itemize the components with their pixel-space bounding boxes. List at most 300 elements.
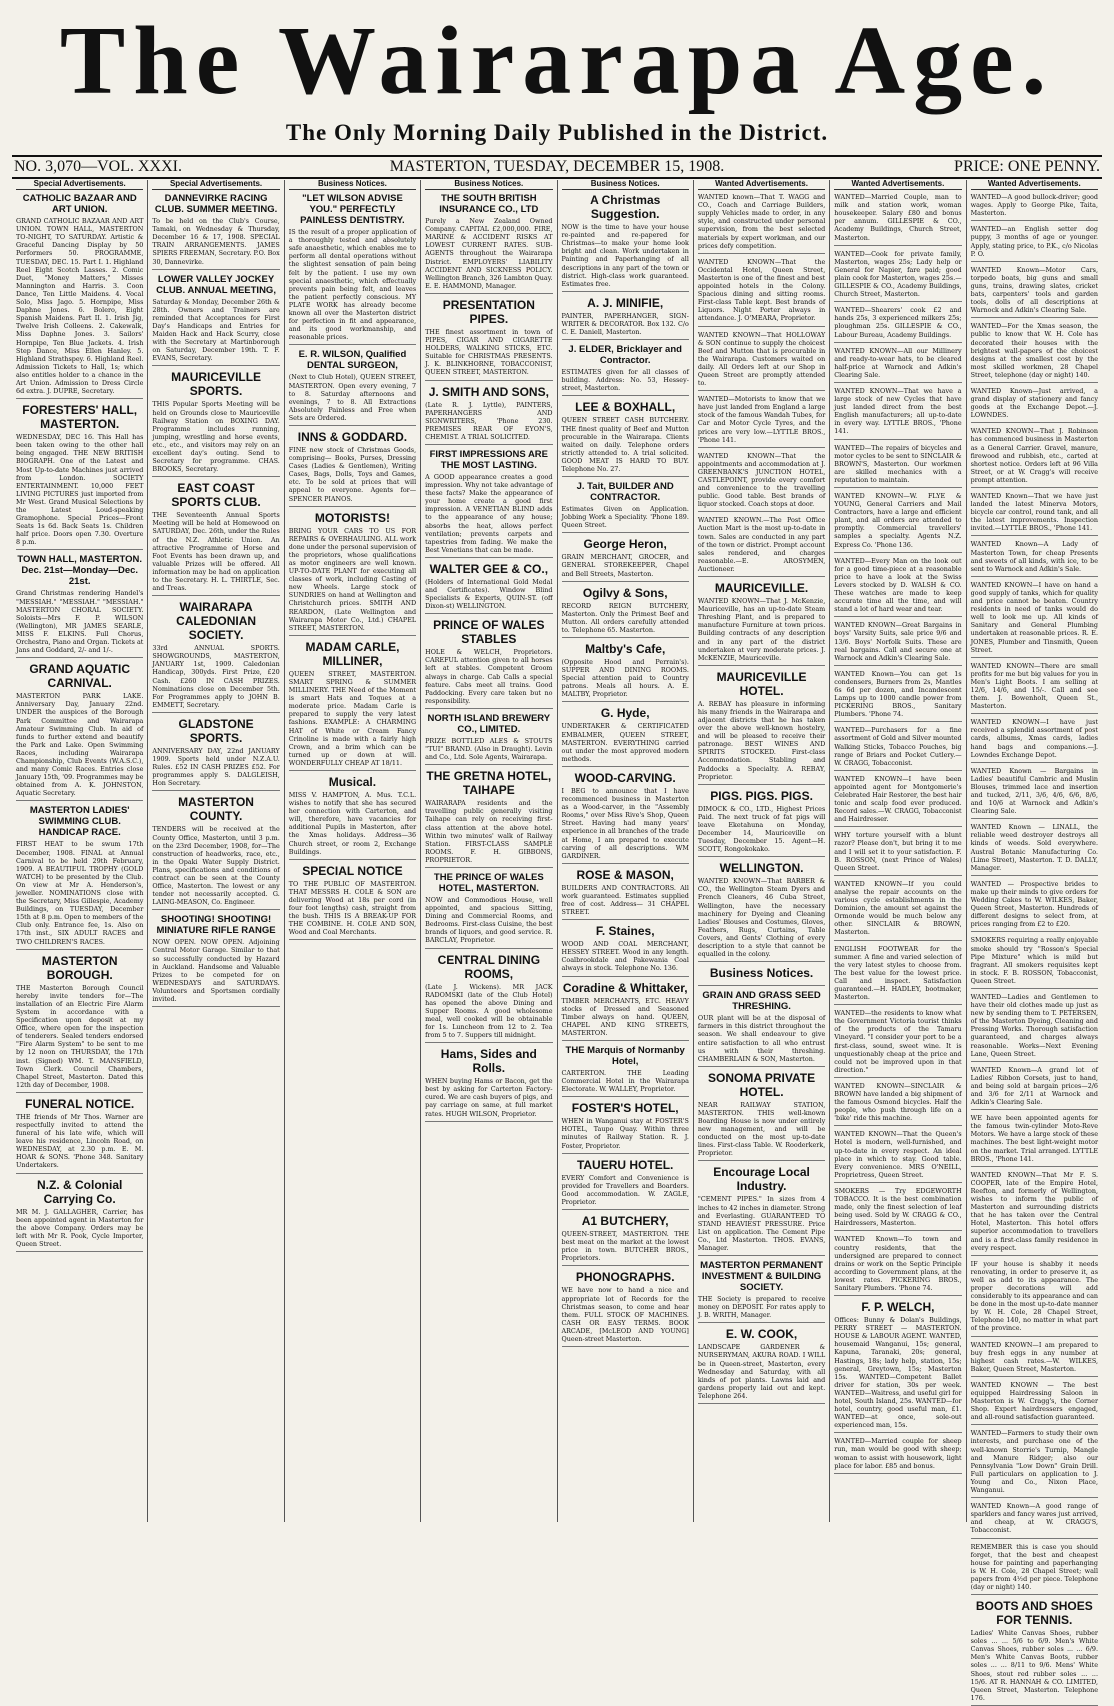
advertisement [425, 385, 552, 445]
advertisement [425, 618, 552, 709]
ad-heading: J. SMITH AND SONS, [428, 384, 549, 399]
column-4 [421, 180, 557, 1522]
advertisement [562, 1045, 689, 1097]
ad-heading: MAURICEVILLE. [714, 581, 809, 596]
advertisement [834, 726, 961, 770]
advertisement [289, 430, 416, 507]
ad-body: TENDERS will be received at the County Office, Masterton, until 3 p.m. on the 23rd December, 1908, for—The construction of headworks, race, etc., in the Opaki Water Supply District. Plans, specifications and conditions of contract can be seen at the County Office, Masterton. The lowest or any tender not necessarily accepted. G. LAING-MEASON, Co. Engineer. [152, 825, 280, 907]
ad-body: EVERY Comfort and Convenience is provided for Travellers and Boarders. Good accommodation. W. ZAGLE, Proprietor. [561, 1173, 689, 1206]
advertisement [971, 1429, 1098, 1498]
ad-body: QUEEN STREET CASH BUTCHERY. THE finest quality of Beef and Mutton procurable in the Wairarapa. Clients waited on daily. Telephone orders strictly attended to. A trial solicited. GOOD MEAT IS HARD TO BUY. Telephone No. 27. [561, 416, 689, 473]
advertisement [834, 250, 961, 303]
ad-heading: PRESENTATION PIPES. [442, 297, 535, 326]
advertisement [562, 481, 689, 533]
advertisement [698, 966, 825, 986]
ad-heading: E. R. WILSON, Qualified DENTAL SURGEON, [298, 349, 407, 372]
ad-body: WANTED known—That T. WAGG and CO., Coach and Carriage Builders, supply Vehicles made to order, in any style, and constructed under personal supervision, from the best selected materials by expert workman, and our prices defy competition. [697, 193, 826, 250]
ad-body: IF your house is shabby it needs renovating, in order to preserve it, as well as add to its appearance. The proper decorations will add considerably to its appearance and can be done in the most up-to-date manner by W. H. Cole, 28 Chapel Street, Telephone 140, no matter in what part of the province. [970, 1259, 1098, 1333]
ad-body: ANNIVERSARY DAY, 22nd JANUARY 1909. Sports held under N.Z.A.U. Rules. £52 IN CASH PRIZES £52. For programmes apply S. DALGLEISH, Hon Secretary. [152, 746, 280, 788]
advertisement [289, 193, 416, 345]
ad-body: Ladies' White Canvas Shoes, rubber soles ... ... 5/6 to 6/9. Men's White Canvas Shoes, rubber soles ... ... 6/9. Men's White Canvas Boots, rubber soles ... ... 8/11 to 9/6. Mens' White Shoes, stout red rubber soles ... ... 15/6. AT R. HANNAH & CO. LIMITED, Queen Street, Masterton. Telephone 176. [970, 1629, 1098, 1702]
advertisement [425, 713, 552, 765]
advertisement [425, 872, 552, 949]
ad-body: ESTIMATES given for all classes of building. Address: No. 53, Hessey-street, Masterton. [561, 368, 689, 393]
ad-heading: Maltby's Cafe, [585, 642, 666, 656]
newspaper-subtitle: The Only Morning Daily Published in the District. [285, 120, 829, 145]
ad-body: WANTED—Married Couple, man to milk and station work, woman housekeeper. Salary £80 and bonus per annum. GILLESPIE & CO., Academy Buildings, Church Street, Masterton. [834, 193, 962, 242]
ad-heading: MOTORISTS! [314, 510, 390, 525]
ad-body: MISS V. HAMPTON, A. Mus. T.C.L. wishes to notify that she has secured her connection with Carterton, and will, therefore, have vacancies for additional Pupils in Masterton, after the Xmas holidays. Address—36 Church street, or room 2, Exchange Buildings. [288, 790, 417, 856]
advertisement [562, 981, 689, 1041]
column-8 [967, 179, 1102, 1702]
column-2 [148, 180, 284, 1522]
advertisement [152, 600, 279, 713]
ad-heading: WOOD-CARVING. [574, 770, 676, 785]
ad-heading: Coradine & Whittaker, [562, 980, 688, 995]
ad-body: UNDERTAKER & CERTIFICATED EMBALMER, QUEEN STREET, MASTERTON. EVERYTHING carried out under the most approved modern methods. [561, 722, 689, 763]
advertisement [152, 370, 279, 477]
advertisement [425, 1047, 552, 1121]
ad-heading: TOWN HALL, MASTERTON. Dec. 21st—Monday—Dec. 21st. [17, 554, 143, 588]
advertisement [834, 347, 961, 383]
advertisement [562, 296, 689, 340]
advertisement [971, 880, 1098, 933]
advertisement [971, 936, 1098, 989]
ad-body: WANTED Known—That we have just landed the latest Minerva Motors, bicycle car control, round tank, and all the latest improvements. Inspection invited.—LYTTLE BROS., 'Phone 141. [970, 492, 1098, 533]
ad-heading: MASTERTON PERMANENT INVESTMENT & BUILDING SOCIETY. [700, 1260, 823, 1294]
ad-heading: MAURICEVILLE HOTEL. [716, 669, 807, 698]
advertisement [425, 953, 552, 1044]
ad-body: WANTED KNOWN—I have on hand a good supply of tanks, which for quality and price cannot be beaten. Country residents in need of tanks would do well to look me up. All kinds of Sanitary and General Plumbing undertaken at reasonable prices. R. E. JONES, Plumber and Tinsmith, Queen Street. [970, 580, 1098, 654]
ad-body: WANTED KNOWN—That HOLLOWAY & SON continue to supply the choicest Beef and Mutton that is procurable in the Wairarapa. Customers waited on daily. All Orders left at our Shop in Queen Street are promptly attended to. [697, 330, 826, 388]
ad-body: WE have now to hand a nice and appropriate lot of Records for the Christmas season, to come and hear them. FULL STOCK OF MACHINES. CASH OR EASY TERMS. BOOK ARCADE, [McLEOD AND YOUNG] Queen-street Masterton. [561, 1286, 689, 1343]
ad-body: Purely a New Zealand Owned Company. CAPITAL £2,000,000. FIRE, MARINE & ACCIDENT RISKS AT LOWEST CURRENT RATES. SUB-AGENTS throughout the Wairarapa District. EMPLOYERS' LIABILITY ACCIDENT AND SICKNESS POLICY. Wellington Branch, 326 Lambton Quay. E. E. HAMMOND, Manager. [425, 217, 553, 290]
advertisement [834, 1130, 961, 1183]
advertisement [834, 492, 961, 553]
advertisement [834, 306, 961, 342]
advertisement [152, 717, 279, 791]
advertisement [152, 193, 279, 270]
advertisement [834, 1300, 961, 1433]
advertisement [562, 1158, 689, 1210]
advertisement [152, 481, 279, 596]
ad-body: WANTED KNOWN—I have just received a splendid assortment of post cards, albums, Xmas cards, ladies hand bags and companions.—J. Lowndes Exchange Depot. [970, 718, 1098, 759]
advertisement [698, 1071, 825, 1162]
ad-body: WANTED Known—A Lady of Masterton Town, for cheap Presents and sweets of all kinds, with ice, to be sent to Warnock and Adkin's Sale. [970, 540, 1098, 573]
dateline [12, 155, 1102, 179]
ad-body: WANTED—Motorists to know that we have just landed from England a large stock of the famous Wandah Tubes, for Car and Motor Cycle Tyres, and the prices are very low.—LYTTLE BROS., 'Phone 141. [697, 395, 826, 444]
ad-body: WANTED — Prospective brides to make up their minds to give orders for Wedding Cakes to W. WILKES, Baker, Queen Street, Masterton. Hundreds of different designs to select from, at prices ranging from £2 to £20. [970, 879, 1098, 929]
ad-body: WANTED KNOWN.—The Post Office Auction Mart is the most up-to-date in town. Sales are conducted in any part of the town or district. Prompt account sales rendered, and charges reasonable.—E. AROSYMEN, Auctioneer. [697, 516, 826, 573]
ad-heading: F. P. WELCH, [861, 1300, 935, 1315]
ad-body: WANTED KNOWN—That J. Robinson has commenced business in Masterton as a General Carrier. Gravel, manure, firewood and rubbish, etc., carted at shortest notice. Orders left at 96 Villa Street, or at W. Cragg's will receive prompt attention. [970, 427, 1098, 484]
advertisement [971, 1171, 1098, 1256]
ad-heading: A Christmas Suggestion. [590, 193, 661, 222]
advertisement [698, 258, 825, 327]
advertisement [834, 775, 961, 828]
advertisement [562, 771, 689, 864]
advertisement [971, 1066, 1098, 1110]
ad-heading: BOOTS AND SHOES FOR TENNIS. [975, 1599, 1093, 1628]
ad-heading: WAIRARAPA CALEDONIAN SOCIETY. [176, 600, 257, 643]
ad-heading: LEE & BOXHALL, [575, 400, 676, 415]
column-header: Business Notices. [425, 180, 552, 190]
ad-body: THE Masterton Borough Council hereby invite tenders for—The installation of an Electric Fire Alarm System in accordance with a Specification upon deposit at my Office, where open for the inspection of tenderers. Sealed tenders endorsed "Fire Alarm System" to be sent to me by 12 noon on THURSDAY, the 17th inst. (Signed) WM. T. MANSFIELD, Town Clerk. Council Chambers, Chapel Street, Masterton. Dated this 12th day of December, 1908. [16, 983, 144, 1089]
column-1 [12, 180, 148, 1522]
advertisement [971, 1599, 1098, 1706]
ad-heading: GRAIN AND GRASS SEED THRESHING. [702, 990, 821, 1013]
advertisement [16, 403, 143, 550]
advertisement [698, 670, 825, 785]
ad-body: CARTERTON. THE Leading Commercial Hotel in the Wairarapa Electorate. W. WALLEY, Proprietor. [561, 1069, 689, 1094]
ad-body: NOW and Commodious House, well appointed, and spacious Sitting, Dining and Commercial Rooms, and Bedrooms. First-class Cuisine, the best brands of liquors, and good service. R. BARCLAY, Proprietor. [425, 895, 553, 945]
ad-body: THE finest assortment in town of PIPES, CIGAR AND CIGARETTE HOLDERS, WALKING STICKS, ETC. Suitable for CHRISTMAS PRESENTS. J. K. BLINKHORNE, TOBACCONIST, QUEEN STREET, MASTERTON. [425, 327, 553, 377]
ad-body: WANTED Known—Motor Cars, torpedo boats, big guns and small guns, trains, drawing slates, cricket bats, carpenters' tools and garden tools, dolls of all descriptions at Warnock and Adkin's Clearing Sale. [970, 265, 1098, 315]
advertisement [562, 400, 689, 477]
ad-body: HOLE & WELCH, Proprietors. CAREFUL attention given to all horses left at stables. Competent Groom always in charge. Cab Calls a special feature. Cabs meet all trains. Good Paddocking. Every care taken but no responsibility. [425, 648, 553, 705]
advertisement [562, 586, 689, 638]
advertisement [562, 1101, 689, 1153]
ad-heading: MASTERTON LADIES' SWIMMING CLUB. HANDICAP RACE. [29, 805, 130, 839]
ad-heading: G. Hyde, [600, 706, 650, 721]
ad-heading: Musical. [328, 774, 377, 789]
ad-heading: WALTER GEE & CO., [429, 561, 549, 576]
ad-heading: F. Staines, [595, 924, 655, 939]
ad-body: QUEEN STREET, MASTERTON. SMART SPRING & SUMMER MILLINERY. THE Need of the Moment is smart Hats and Toques at a moderate price. Madam Carle is prepared to supply the very latest fashions. EXAMPLE: A CHARMING HAT of White or Cream Fancy Crinoline is made with a fairly high Crown, and a brim which can be turned up or down at will. WONDERFULLY CHEAP AT 18/11. [288, 669, 417, 767]
column-7 [830, 180, 966, 1522]
ad-heading: EAST COAST SPORTS CLUB. [171, 481, 261, 510]
ad-body: Estimates Given on Application. Jobbing Work a Speciality. 'Phone 189. Queen Street. [561, 505, 689, 530]
ad-body: TIMBER MERCHANTS, ETC. HEAVY stocks of Dressed and Seasoned Timber always on hand. QUEEN, CHAPEL AND KING STREETS, MASTERTON. [561, 996, 689, 1037]
ad-heading: George Heron, [583, 537, 667, 552]
ad-body: GRAND CATHOLIC BAZAAR AND ART UNION. TOWN HALL, MASTERTON TO-NIGHT, TO SATURDAY. Artistic & Graceful Dancing Display by 50 Performers 50. PROGRAMME, TUESDAY, DEC. 15. Part I. 1. Highland Reel Eight Scotch Lasses. 2. Comic Duet, "Money Matters," Misses Mannington and Harris. 3. Coon Dance, Ten Little Maidens. 4. Vocal Solo, Miss Jago. 5. Hornpipe, Miss Daphne Jones. 6. Bolero, Eight Spanish Maidens. Part II. 1. Irish Jig, Twelve Irish Colleens. 2. Cakewalk, Miss Daphne Jones. 3. Sailors' Hornpipe, Ten Blue Jackets. 4. Irish Step Dance, Miss Ellen Hanley. 5. Highland Strathspey. 6. Highland Reel. Admission Tickets to Hall, 1s; which also entitles holder to a chance in the Art Union. Admission to Dress Circle 6d extra. J. DUPRE, Secretary. [16, 217, 144, 396]
ad-body: THIS Popular Sports Meeting will be held on Grounds close to Mauriceville Railway Station on BOXING DAY. Programme includes running, jumping, wrestling and horse events, etc., etc., and visitors may rely on an excellent day's outing. Send to Secretary for programme. CHAS. BROOKS, Secretary. [152, 400, 280, 474]
ad-body: WANTED Known—A good range of sparklers and fancy wares just arrived, and cheap, at W. CRAGG'S, Tobacconist. [970, 1502, 1098, 1535]
advertisement [16, 805, 143, 949]
advertisement [152, 795, 279, 910]
ad-heading: THE Marquis of Normanby Hotel, [565, 1045, 685, 1067]
advertisement [698, 861, 825, 962]
ad-body: WANTED—Every Man on the look out for a good time-piece at a reasonable price to have a look at the Swiss Levers stocked by D. WALSH & CO. These watches are made to keep accurate time all the time, and will stand a lot of hard wear and tear. [834, 556, 962, 614]
advertisement [152, 914, 279, 1007]
advertisement [562, 1214, 689, 1266]
advertisement [971, 662, 1098, 715]
advertisement [971, 387, 1098, 423]
ad-heading: NORTH ISLAND BREWERY CO., LIMITED. [427, 712, 551, 735]
ad-heading: MADAM CARLE, MILLINER, [305, 639, 400, 668]
advertisement [698, 395, 825, 448]
advertisement [834, 831, 961, 875]
column-5 [558, 180, 694, 1522]
ad-heading: PHONOGRAPHS. [575, 1270, 675, 1285]
ad-heading: LOWER VALLEY JOCKEY CLUB. ANNUAL MEETING, [156, 273, 276, 296]
ad-body: TO THE PUBLIC OF MASTERTON. THAT MESSRS H. COLE & SON are delivering Wood at 18s per cord (in four foot lengths) cash, straight from the bush. THIS IS A BREAK-UP FOR THE COMBINE. H. COLE AND SON, Wood and Coal Merchants. [288, 879, 417, 937]
column-header: Special Advertisements. [16, 180, 143, 190]
advertisement [289, 511, 416, 636]
advertisement [152, 274, 279, 367]
ad-body: WANTED—Married couple for sheep run, man would be good with sheep; woman to assist with housework, light place for labor. £85 and bonus. [834, 1437, 962, 1470]
ad-body: BUILDERS AND CONTRACTORS. All work guaranteed. Estimates supplied free of cost. Address— 31 CHAPEL STREET. [561, 883, 689, 917]
advertisement [698, 452, 825, 513]
ad-body: GRAIN MERCHANT, GROCER, and GENERAL STOREKEEPER, Chapel and Bell Streets, Masterton. [561, 553, 689, 578]
ad-body: WANTED KNOWN—Great Bargains in boys' Varsity Suits, sale price 9/6 and 13/6. Boys' Norfolk Suits. These are real bargains. Call and secure one at Warnock and Adkin's Clearing Sale. [834, 621, 962, 662]
advertisement [16, 662, 143, 801]
advertisement [562, 868, 689, 920]
ad-body: (Late J. Wickens). MR JACK RADOMSKI (late of the Club Hotel) has opened the above Dining and Supper Rooms. A good wholesome meal, well cooked will be obtainable for 1s. Luncheon from 12 to 2. Tea from 5 to 7. Suppers till midnight. [425, 982, 553, 1040]
ad-heading: FUNERAL NOTICE. [25, 1096, 135, 1111]
ad-body: THE friends of Mr Thos. Warner are respectfully invited to attend the funeral of his late wife, which will leave his residence, Lincoln Road, on WEDNESDAY, at 2.30 p.m. E. M. HOAR & SONS. 'Phone 348. Sanitary Undertakers. [16, 1112, 144, 1170]
advertisement [562, 344, 689, 396]
ad-body: WANTED—Purchasers for a fine assortment of Gold and Silver mounted Walking Sticks, Tobacco Pouches, big range of Briars and Pocket Cutlery.—W. CRAGG, Tobacconist. [834, 726, 962, 767]
column-header: Business Notices. [289, 180, 416, 190]
ad-body: IS the result of a proper application of a thoroughly tested and absolutely safe anaesthetic, which enables me to perform all dental operations without the slightest sensation of pain being felt by the patient. I use my own special anaesthetic, which effectually prevents pain being felt, and leaves the patient perfectly conscious. MY PLATE WORK has already become known all over the Masterton district for perfection in fit and appearance, and its good workmanship, and reasonable prices. [288, 228, 417, 342]
column-header: Wanted Advertisements. [698, 180, 825, 190]
ad-heading: J. Tait, BUILDER AND CONTRACTOR. [576, 481, 674, 504]
columns [12, 179, 1102, 1702]
ad-body: ENGLISH FOOTWEAR for the summer. A fine and varied selection of the very latest styles to choose from. The best value for the lowest price. Call and inspect. Satisfaction guaranteed.—H. HADLEY, bootmaker, Masterton. [834, 944, 962, 1002]
ad-heading: MAURICEVILLE SPORTS. [171, 370, 262, 399]
ad-body: Grand Christmas rendering Handel's "MESSIAH." "MESSIAH." "MESSIAH." MASTERTON CHORAL SOCIETY. Soloists—Mrs F. P. WILSON (Wellington), MR JAMES SEARLE, MISS F. ELKINS. Full Chorus, Orchestra, Piano and Organ. Tickets at Jans and Goddard, 2/- and 1/-. [16, 589, 144, 655]
ad-body: (Next to Club Hotel), QUEEN STREET, MASTERTON. Open every evening, 7 to 8. Saturday afternoons and evenings, 7 to 8. All Extractions Absolutely Painless and Free when Sets are Ordered. [288, 373, 417, 422]
ad-body: WANTED KNOWN—If you could analyse the repair accounts on the various cycle establishments in the Dominion, the amount set against the Ormonde would be much below any other. SINCLAIR & BROWN, Masterton. [834, 879, 962, 937]
ad-body: WANTED—Ladies and Gentlemen to have their old clothes made up just as new by sending them to T. PETERSEN, of the Masterton Dyeing, Cleaning and Pressing Works. Thorough satisfaction guaranteed, and charges always reasonable. Works—Next Evening Lane, Queen Street. [970, 992, 1098, 1058]
advertisement [698, 789, 825, 858]
advertisement [562, 642, 689, 702]
advertisement [834, 621, 961, 665]
ad-body: MASTERTON PARK LAKE. Anniversary Day, January 22nd. UNDER the auspices of the Borough Park Committee and Wairarapa Amateur Swimming Club. In aid of funds to further extend and beautify the Park and Lake. Open Swimming Races, including Wairarapa Championship, Club Events (W.A.S.C.), and many Comic Races. Entries close January 15th, '09. Programmes may be obtained from A. K. JOHNSTON, Aquatic Secretary. [16, 692, 144, 798]
advertisement [562, 537, 689, 581]
ad-body: To be held on the Club's Course, Tamaki, on Wednesday & Thursday, December 16 & 17, 1908. SPECIAL TRAIN ARRANGEMENTS. JAMES SPIERS FREEMAN, Secretary. P.O. Box 30, Dannevirke. [152, 217, 280, 266]
advertisement [971, 427, 1098, 488]
ad-body: 33rd ANNUAL SPORTS. SHOWGROUNDS, MASTERTON, JANUARY 1st, 1909. Caledonian Handicap, 300yds. First Prize, £20 Cash. £260 IN CASH PRIZES. Nominations close on December 5th. For Programmes apply to JOHN B. EMMETT, Secretary. [152, 644, 280, 709]
advertisement [16, 954, 143, 1093]
newspaper-title: The Wairarapa Age. [59, 7, 1055, 115]
ad-body: WANTED KNOWN—I am prepared to buy fresh eggs in any number at highest cash rates.—W. WILKES, Baker, Queen Street, Masterton. [970, 1340, 1098, 1373]
ad-body: "CEMENT PIPES." In sizes from 4 inches to 42 inches in diameter. Strong and Everlasting. GUARANTEED TO STAND HEAVIEST PRESSURE. Price List on application. The Cement Pipe Co., Ltd Masterton. THOS. EVANS, Manager. [697, 1195, 826, 1252]
ad-heading: THE GRETNA HOTEL, TAIHAPE [426, 769, 552, 798]
advertisement [834, 1009, 961, 1078]
ad-body: REMEMBER this is case you should forget, that the best and cheapest house for painting and paperhanging is W. H. Cole, 28 Chapel Street; wall papers from 4½d per piece. Telephone (day or night) 140. [970, 1542, 1098, 1591]
ad-body: OUR plant will be at the disposal of farmers in this district throughout the season. We shall endeavour to give entire satisfaction to all who entrust us with their threshing. CHAMBERLAIN & SON, Masterton. [697, 1014, 826, 1063]
advertisement [425, 449, 552, 558]
ad-heading: SONOMA PRIVATE HOTEL. [708, 1070, 816, 1099]
ad-body: WANTED Known—You can get 1s condensers, Burners from 2s, Mantles 6s 6d per dozen, and Incandescent Lamps up to 1000 candle power from PICKERING BROS., Sanitary Plumbers. 'Phone 74. [834, 669, 962, 719]
ad-body: MR M. J. GALLAGHER, Carrier, has been appointed agent in Masterton for the above Company. Orders may be left with Mr R. Pook, Cycle Importer, Queen Street. [16, 1207, 144, 1248]
advertisement [289, 775, 416, 860]
ad-heading: A1 BUTCHERY, [581, 1214, 669, 1229]
advertisement [971, 225, 1098, 261]
advertisement [834, 1187, 961, 1231]
advertisement [971, 1381, 1098, 1425]
column-3 [285, 180, 421, 1522]
advertisement [425, 562, 552, 614]
advertisement [698, 581, 825, 666]
column-header: Wanted Advertisements. [971, 180, 1098, 190]
ad-body: WANTED—an English setter dog puppy, 3 months of age or younger. Apply, stating price, to P.K., c/o Nicolas P. O. [970, 225, 1098, 258]
ad-body: WANTED KNOWN—That Mr F. S. COOPER, late of the Empire Hotel, Reefton, and formerly of Wellington, wishes to inform the public of Masterton and surrounding districts that he has taken over the Central Hotel, Masterton. This hotel offers superior accommodation to travellers and is a first-class family residence in every respect. [970, 1170, 1098, 1252]
ad-heading: N.Z. & Colonial Carrying Co. [37, 1177, 123, 1206]
advertisement [971, 1341, 1098, 1377]
ad-body: LANDSCAPE GARDENER & NURSERYMAN, AKURA ROAD. I WILL be in Queen-street, Masterton, every Wednesday and Saturday, with all kinds of pot plants. Lawns laid and gardens properly laid out and kept. Telephone 264. [697, 1343, 826, 1400]
issue-number: NO. 3,070—VOL. XXXI. [14, 158, 182, 175]
ad-heading: THE PRINCE OF WALES HOTEL, MASTERTON. [433, 871, 544, 894]
ad-body: SMOKERS — Try EDGEWORTH TOBACCO. It is the best combination made, only the finest selection of leaf being used. Sold by W. CRAGG & CO., Hairdressers, Masterton. [834, 1186, 962, 1228]
advertisement [16, 1097, 143, 1174]
advertisement [971, 993, 1098, 1062]
ad-heading: GLADSTONE SPORTS. [178, 716, 254, 745]
ad-body: WANTED Known—To town and country residents, that the undersigned are prepared to connect drains or work on the Septic Principle according to Government plans, at the lowest rates. PICKERING BROS., Sanitary Plumbers. 'Phone 74. [834, 1235, 962, 1292]
ad-body: (Late R. J. Lyttle), PAINTERS, PAPERHANGERS AND SIGNWRITERS, 'Phone 230. PREMISES REAR OF EYON'S, CHEMIST. A TRIAL SOLICITED. [425, 400, 553, 441]
advertisement [834, 945, 961, 1006]
ad-body: WEDNESDAY, DEC 16. This Hall has been taken owing to the other hall being engaged. THE NEW BRITISH BIOGRAPH. One of the Latest and Most Up-to-date Machines just arrived from London. SOCIETY ENTERTAINMENT. 10,000 FEET LIVING PICTURES just imported from Mr West. Grand Musical Selections by the Latest Loud-speaking Gramophone. Special Prices—Front Seats 1s 6d. Back Seats 1s. Children half price. Doors open 7.30. Overture 8 p.m. [16, 433, 144, 547]
advertisement [971, 193, 1098, 221]
ad-body: NEAR RAILWAY STATION, MASTERTON. THIS well-known Boarding House is now under entirely new management, and will be conducted on the most up-to-date lines. First-class Table. W. Rooderkerk, Proprietor. [697, 1100, 826, 1158]
ad-body: WANTED—For the Xmas season, the public to know that W. H. Cole has decorated their houses with the brightest wall-papers of the choicest designs at the smallest cost by the most skilled workmen, 28 Chapel Street, telephone (day or night) 140. [970, 322, 1098, 379]
advertisement [562, 706, 689, 766]
ad-body: WANTED Known—A grand lot of Ladies' Ribbon Corsets, just to hand, and being sold at bargain prices—2/6 and 3/6 for 2/11 at Warnock and Adkin's Clearing Sale. [970, 1065, 1098, 1107]
ad-body: THE Society is prepared to receive money on DEPOSIT. For rates apply to J. B. WRITH, Manager. [697, 1295, 826, 1320]
column-header: Wanted Advertisements. [834, 180, 961, 190]
ad-body: WANTED—Farmers to study their own interests, and purchase one of the well-known Storrie's Turnip, Mangle and Manure Ridger; also our Pennsylvania "Low Down" Grain Drill. Full particulars on application to J. Young and Co., Nixon Place, Wanganui. [970, 1429, 1098, 1495]
advertisement [16, 1178, 143, 1252]
ad-body: WANTED—The repairs of bicycles and motor cycles to be sent to SINCLAIR & BROWN'S, Masterton. Our workmen are skilled mechanics with a reputation to maintain. [834, 443, 962, 484]
ad-body: (Holders of International Gold Medal and Certificates). Window Blind Specialists & Experts, QUIN-ST. (off Dixon-st) WELLINGTON. [425, 577, 553, 611]
ad-heading: DANNEVIRKE RACING CLUB. SUMMER MEETING. [154, 193, 278, 216]
ad-body: Saturday & Monday, December 26th & 28th. Owners and Trainers are reminded that Acceptances for First Day's Handicaps and Entries for Maiden Hack and Hack Scurry, close with the Secretary at Martinborough on Saturday, December 19th. T. F. EVANS, Secretary. [152, 297, 280, 363]
advertisement [971, 1114, 1098, 1167]
ad-heading: ROSE & MASON, [576, 867, 674, 882]
advertisement [834, 193, 961, 246]
masthead [0, 0, 1114, 150]
ad-heading: Business Notices. [709, 966, 814, 981]
ad-heading: E. W. COOK, [725, 1327, 798, 1342]
column-header: Special Advertisements. [152, 180, 279, 190]
column-header: Business Notices. [562, 180, 689, 190]
ad-heading: FORESTERS' HALL, MASTERTON. [22, 403, 138, 432]
ad-heading: Hams, Sides and Rolls. [440, 1047, 537, 1076]
ad-body: RECORD REIGN BUTCHERY, Masterton. Only the Primest Beef and Mutton. All orders carefully attended to. Telephone 65. Masterton. [561, 601, 689, 634]
advertisement [425, 193, 552, 294]
ad-body: WANTED Known—Just arrived, a grand display of stationery and fancy goods at the Exchange Depot.—J. LOWNDES. [970, 386, 1098, 420]
ad-body: BRING YOUR CARS TO US FOR REPAIRS & OVERHAULING. ALL work done under the personal supervision of the proprietors, whose qualifications as motor engineers are well known. UP-TO-DATE PLANT for executing all classes of work, including Casting of new Wheels. Large stock of SUNDRIES on hand at Wellington and Christchurch prices. SMITH AND REARDON, (Late Wellington and Wairarapa Motor Co., Ltd.) CHAPEL STREET, MASTERTON. [288, 526, 417, 632]
ad-body: WAIRARAPA residents and the travelling public generally visiting Taihape can rely on receiving first-class attention at the above hotel. Within two minutes' walk of Railway Station. FIRST-CLASS SAMPLE ROOMS. F. H. GIBBONS, PROPRIETOR. [425, 799, 553, 864]
ad-body: QUEEN-STREET, MASTERTON. THE best meat on the market at the lowest price in town. BUTCHER BROS., Proprietors. [561, 1230, 689, 1263]
advertisement [834, 1082, 961, 1126]
advertisement [698, 516, 825, 577]
price: PRICE: ONE PENNY. [954, 158, 1100, 175]
ad-heading: "LET WILSON ADVISE YOU." PERFECTLY PAINLESS DENTISTRY. [300, 193, 405, 227]
ad-heading: J. ELDER, Bricklayer and Contractor. [568, 344, 682, 367]
ad-body: WANTED KNOWN—That the appointments and accommodation at J. GREENBANK'S JUNCTION HOTEL, CASTLEPOINT, provide every comfort and convenience to the travelling public. Good table. Best brands of liquor stocked. Coach stops at door. [697, 451, 826, 509]
ad-body: I BEG to announce that I have recommenced business in Masterton as a Wood-carver, in the "Assembly Rooms," over Miss Rive's Shop, Queen Street. Having had many years' experience in all branches of the trade at Home, I am prepared to execute carving of all descriptions. WM GARDINER. [561, 786, 689, 860]
ad-body: WANTED Known — Bargains in Ladies' beautiful Cambric and Muslin Blouses, trimmed lace and insertion and tucked, 2/11, 3/6, 4/6, 6/6, 8/6, and 10/6 at Warnock and Adkin's Clearing Sale. [970, 766, 1098, 816]
advertisement [971, 540, 1098, 576]
ad-body: WHY torture yourself with a blunt razor? Please don't, but bring it to me and I will set it to your satisfaction. F. B. ROSSON, (next Prince of Wales) Queen Street. [834, 831, 962, 872]
ad-heading: PRINCE OF WALES STABLES [433, 618, 545, 647]
advertisement [698, 1260, 825, 1323]
advertisement [971, 1260, 1098, 1337]
ad-heading: WELLINGTON. [719, 861, 804, 876]
advertisement [971, 581, 1098, 658]
advertisement [698, 193, 825, 254]
ad-heading: THE SOUTH BRITISH INSURANCE CO., LTD [439, 193, 539, 216]
ad-body: WANTED—Cook for private family, Masterton, wages 25s; Lady help or General for Napier, fare paid; good plain cook for Masterton, wages 25s.—GILLESPIE & CO., Academy Buildings, Church Street, Masterton. [834, 249, 962, 299]
advertisement [971, 767, 1098, 820]
advertisement [971, 1502, 1098, 1538]
ad-heading: GRAND AQUATIC CARNIVAL. [29, 662, 131, 691]
advertisement [834, 387, 961, 440]
advertisement [834, 670, 961, 723]
ad-body: WANTED KNOWN—That J. McKenzie, Mauriceville, has an up-to-date Steam Threshing Plant, and is prepared to manufacture Furniture at town prices. Building contracts of any description and in any part of the district undertaken at very moderate prices. J. McKENZIE, Mauriceville. [697, 597, 826, 662]
ad-heading: CENTRAL DINING ROOMS, [437, 952, 541, 981]
advertisement [425, 769, 552, 868]
advertisement [834, 557, 961, 618]
advertisement [562, 193, 689, 292]
ad-body: (Opposite Hood and Perrain's). SUPPER AND DINING ROOMS. Special attention paid to Country patrons. Meals all hours. A. E. MALTBY, Proprietor. [561, 658, 689, 699]
ad-body: WANTED—Shearers' cook £2 and hands 25s, 3 experienced milkers 25s; ploughman 25s. GILLESPIE & CO., Labour Bureau, Academy Buildings. [834, 306, 962, 339]
ad-body: NOW is the time to have your house re-painted and re-papered for Christmas—to make your home look bright and clean. Work undertaken in Painting and Paperhanging of all descriptions in any part of the town or district. High-class work guaranteed. Estimates free. [561, 223, 689, 288]
ad-heading: SPECIAL NOTICE [302, 863, 403, 878]
advertisement [971, 1543, 1098, 1596]
ad-body: WANTED KNOWN—I have been appointed agent for Montgomerie's Celebrated Hair Restorer, the best hair tonic and scalp food ever produced. Record sales.—W. CRAGG, Tobacconist and Hairdresser. [834, 774, 962, 824]
advertisement [289, 864, 416, 941]
advertisement [698, 331, 825, 392]
ad-heading: PIGS. PIGS. PIGS. [710, 788, 813, 803]
advertisement [834, 444, 961, 488]
advertisement [16, 193, 143, 399]
ad-body: WHEN buying Hams or Bacon, get the best by asking for Carterton Factory-cured. We are cash buyers of pigs, and pay carriage on same, at full market rates. HUGH WILSON, Proprietor. [425, 1077, 553, 1118]
advertisement [16, 554, 143, 658]
ad-body: WOOD AND COAL MERCHANT, HESSEY STREET. Wood in any length. Coalbrookdale and Pakewania Coal always in stock. Telephone No. 136. [561, 940, 689, 973]
ad-heading: TAUERU HOTEL. [576, 1157, 674, 1172]
ad-body: WANTED KNOWN—That the Occidental Hotel, Queen Street, Masterton is one of the finest and best appointed hotels in the Colony. Spacious dining and sitting rooms. First-class Table kept. Best brands of Liquors. Night Porter always in attendance. J. O'MEARA, Proprietor. [697, 257, 826, 323]
ad-body: WANTED KNOWN — The best equipped Hairdressing Saloon in Masterton is W. Cragg's, the Corner Shop. Expert hairdressers engaged, and all-round satisfaction guaranteed. [970, 1380, 1098, 1422]
ad-heading: Ogilvy & Sons, [582, 585, 668, 600]
advertisement [698, 1327, 825, 1404]
ad-body: Offices: Bunny & Dolan's Buildings, PERRY STREET — MASTERTON. HOUSE & LABOUR AGENT. WANTED, housemaid Wanganui, 15s; general, Kapuna, Taranaki, 20s; general, Hastings, 18s; lady help, station, 15s; general, Greytown, 15s; Masterton 15s. WANTED—Competent Ballet driver for station, 30s per week. WANTED—Waitress, and useful girl for hotel, South Island, 25s. WANTED—for hotel, country, good useful man, £1. WANTED—at once, sole-out experienced man, 15s. [834, 1316, 962, 1430]
ad-body: DIMOCK & CO., LTD., Highest Prices Paid. The next truck of fat pigs will leave Eketahuna on Monday, December 14, Mauriceville on Tuesday, December 15. Agent—H. SCOTT, Rongokokako. [697, 804, 826, 854]
ad-body: WHEN in Wanganui stay at FOSTER'S HOTEL, Taupo Quay. Within three minutes of Railway Station. R. J. Foster, Proprietor. [561, 1117, 689, 1150]
ad-heading: INNS & GODDARD. [297, 429, 408, 444]
ad-body: FINE new stock of Christmas Goods, comprising— Books, Purses, Dressing Cases (Ladies & Gentlemen), Writing Cases, Bags, Dolls, Toys and Games, etc. To be sold at prices that will appeal to everyone. Agents for— SPENCER PIANOS. [288, 445, 417, 503]
ad-body: PAINTER, PAPERHANGER, SIGN-WRITER & DECORATOR. Box 132. C/o C. E. Daniell, Masterton. [561, 311, 689, 337]
advertisement [971, 492, 1098, 536]
place-date: MASTERTON, TUESDAY, DECEMBER 15, 1908. [389, 158, 725, 175]
column-6 [694, 180, 830, 1522]
ad-body: WANTED KNOWN—That BARBER & CO., the Wellington Steam Dyers and French Cleaners, 46 Cuba Street, Wellington, have the necessary machinery for Dyeing and Cleaning Ladies' Blouses and Costumes, Gloves, Feathers, Rugs, Curtains, Table Covers, and Gents' Clothing of every description to a style that cannot be equalled in the colony. [697, 877, 826, 959]
advertisement [562, 1270, 689, 1347]
ad-body: THE Seventeenth Annual Sports Meeting will be held at Homewood on SATURDAY, Dec. 26th, under the Rules of the N.Z. Athletic Union. An attractive Programme of Horse and Foot Events has been drawn up, and valuable Prizes will be offered. All information may be had on application to the Secretary. H. L. THIRTLE, Sec. and Treas. [152, 511, 280, 593]
ad-heading: A. J. MINIFIE, [587, 295, 664, 310]
ad-body: WANTED KNOWN—SINCLAIR & BROWN have landed a big shipment of the famous Osmond bicycles. Half the people, who push through life on a 'bike' ride this machine. [834, 1081, 962, 1123]
advertisement [698, 1165, 825, 1256]
advertisement [971, 266, 1098, 319]
ad-heading: CATHOLIC BAZAAR AND ART UNION. [22, 193, 137, 216]
ad-body: A. REBAY has pleasure in informing his many friends in the Wairarapa and adjacent districts that he has taken over the above well-known hostelry, and will be pleased to receive their patronage. BEST WINES AND SPIRITS STOCKED. First-class Accommodation. Stabling and Paddocks a Specialty. A. REBAY, Proprietor. [697, 699, 826, 781]
ad-body: FIRST HEAT to be swum 17th December, 1908. FINAL at Annual Carnival to be held 29th February, 1909. A BEAUTIFUL TROPHY (GOLD WATCH) to be presented by the Club. On view at Mr A. Henderson's, jeweller. NOMINATIONS close with the Secretary, Miss Gillespie, Academy Buildings, on TUESDAY, December 15th at 8 p.m. Open to members of the Club only. Entrance fee, 1s. Also on 17th inst., SIX ADULT RACES and TWO CHILDREN'S RACES. [16, 840, 144, 946]
advertisement [971, 718, 1098, 762]
ad-body: WANTED KNOWN—That we have a large stock of new Cycles that have just landed direct from the best English manufacturers; all up-to-date in every way. LYTTLE BROS., 'Phone 141. [834, 386, 962, 436]
ad-body: SMOKERS requiring a really enjoyable smoke should try "Rosson's Special Pipe Mixture" which is mild but fragrant. All smokers requisites kept in stock. F. B. ROSSON, Tobacconist, Queen Street. [970, 936, 1098, 985]
ad-body: NOW OPEN. NOW OPEN. Adjoining Central Motor Garage. Similar to that so successfully conducted by Hazard in Auckland. Handsome and Valuable Prizes to be competed for on WEDNESDAYS and SATURDAYS. Volunteers and Sportsmen cordially invited. [152, 938, 280, 1003]
advertisement [834, 1437, 961, 1473]
ad-body: WE have been appointed agents for the famous twin-cylinder Moto-Reve Motors. We have a large stock of these machines. The best light-weight motor on the market. Trial arranged. LYTTLE BROS., 'Phone 141. [970, 1114, 1098, 1163]
advertisement [834, 880, 961, 941]
ad-body: WANTED KNOWN—All our Millinery and ready-to-wear hats, to be cleared half-price at Warnock and Adkin's Clearing Sale. [834, 346, 962, 379]
ad-body: PRIZE BOTTLED ALES & STOUTS "TUI" BRAND. (Also in Draught). Levin and Co., Ltd. Sole Agents, Wairarapa. [425, 736, 553, 762]
advertisement [425, 298, 552, 381]
ad-body: WANTED KNOWN—That the Queen's Hotel is modern, well-furnished, and up-to-date in every respect. An ideal place in which to stay. Good table. Every convenience. MRS O'NEILL, Proprietress, Queen Street. [834, 1130, 962, 1179]
